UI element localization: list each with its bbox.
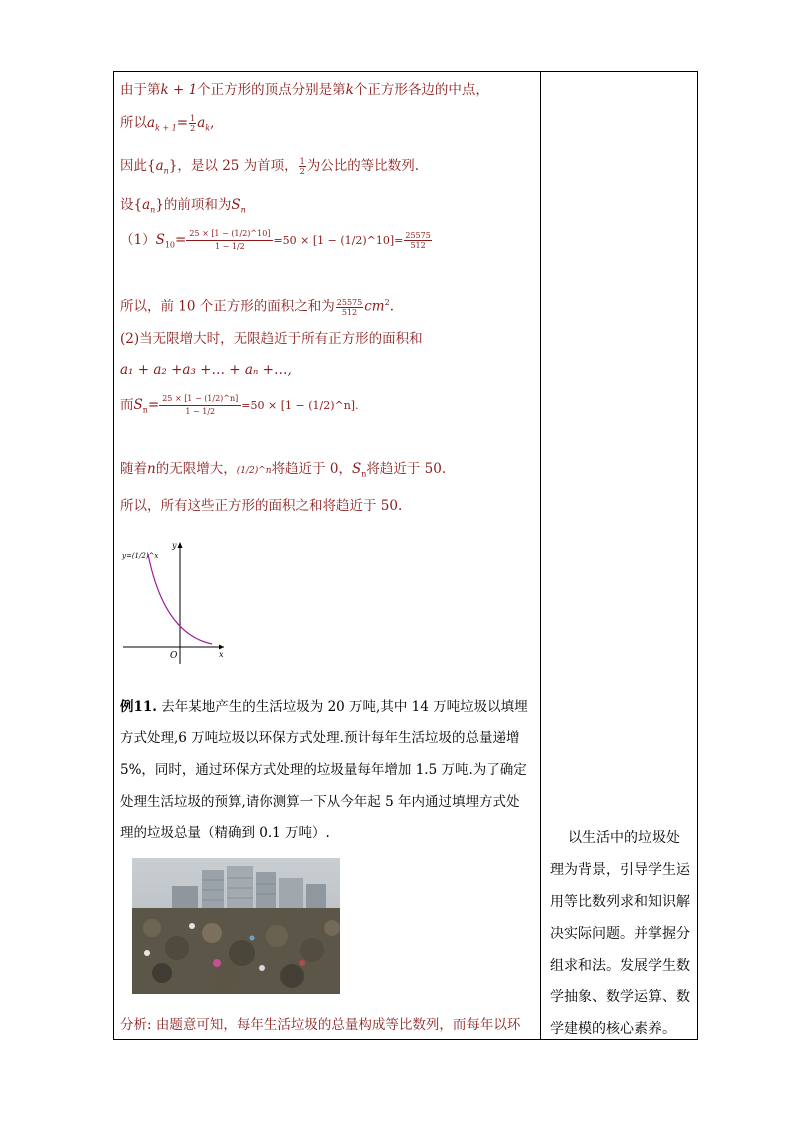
text-line-7: (2)当无限增大时，无限趋近于所有正方形的面积和: [120, 331, 423, 347]
power-half-n: (1/2)^n: [236, 466, 272, 476]
text-line-11: 所以，所有这些正方形的面积之和将趋近于 50.: [120, 498, 403, 514]
math-subscript: n: [361, 469, 367, 479]
text: 将趋近于 50.: [366, 461, 447, 477]
text: }，是以 25 为首项，: [168, 158, 298, 174]
fraction-sn: [159, 393, 241, 418]
math-S: S: [351, 461, 362, 477]
fraction-half: [299, 157, 306, 176]
math-k: k: [345, 82, 354, 98]
denominator: 1 − 1/2: [215, 242, 245, 251]
intent-line-4: 决实际问题。并掌握分: [550, 926, 690, 942]
numerator: 1: [190, 114, 196, 123]
text: 去年某地产生的生活垃圾为 20 万吨,其中 14 万吨垃圾以填埋: [157, 699, 528, 715]
math-a: a: [147, 115, 156, 131]
math-k-plus-1: k + 1: [160, 82, 198, 98]
text: 的无限增大，: [155, 461, 237, 477]
math-a: a: [142, 197, 151, 213]
text: 个正方形的顶点分别是第: [197, 82, 346, 98]
curve-label: y=(1/2)^x: [122, 552, 159, 560]
exponent: 2: [384, 298, 390, 307]
fraction-half: [189, 114, 196, 133]
formula-middle: =50 × [1 − (1/2)^10]=: [273, 234, 404, 247]
intent-line-7: 学建模的核心素养。: [550, 1021, 676, 1037]
analysis-line: 分析: 由题意可知，每年生活垃圾的总量构成等比数列，而每年以环: [120, 1017, 521, 1033]
text: 因此{: [120, 158, 156, 174]
y-axis-arrow: [178, 542, 183, 548]
intent-line-3: 用等比数列求和知识解: [550, 894, 690, 910]
origin-label: O: [170, 651, 178, 661]
x-axis-arrow: [219, 645, 224, 650]
text: 随着: [120, 461, 147, 477]
example-11-line-4: 处理生活垃圾的预算,请你测算一下从今年起 5 年内通过填埋方式处: [120, 794, 520, 810]
fraction-s10: [186, 228, 273, 253]
math-S: S: [155, 232, 165, 248]
item-label: （1）: [120, 232, 156, 248]
example-11-line-5: 理的垃圾总量（精确到 0.1 万吨）.: [120, 825, 330, 841]
text-line-6: [120, 294, 394, 317]
text: .: [389, 298, 394, 315]
garbage-landfill-photo: [132, 858, 340, 994]
numerator: 25 × [1 − (1/2)^10]: [186, 228, 273, 241]
text: 所以: [120, 115, 147, 131]
intent-line-6: 学抽象、数学运算、数: [550, 989, 690, 1005]
text: 为公比的等比数列.: [306, 158, 420, 174]
design-intent-column: [550, 72, 695, 1039]
fraction-area: [336, 298, 363, 317]
text-line-3: [120, 157, 419, 181]
example-11-line-2: 方式处理,6 万吨垃圾以环保方式处理.预计每年生活垃圾的总量递增: [120, 730, 520, 746]
example-label: 例11.: [120, 699, 157, 715]
landfill-image: [132, 858, 340, 994]
text: 由于第: [120, 82, 161, 98]
text: }的前项和为: [155, 197, 232, 213]
denominator: 2: [190, 124, 196, 133]
equals: =: [147, 397, 160, 413]
exponential-graph: [120, 534, 240, 669]
formula-middle: =50 × [1 − (1/2)^n].: [241, 399, 359, 412]
text: 而: [120, 397, 134, 413]
math-subscript: 10: [164, 240, 176, 250]
text-line-1: [120, 81, 489, 99]
example-11-line-1: [120, 698, 528, 716]
equals: =: [176, 115, 189, 131]
text: 个正方形各边的中点，: [353, 82, 489, 98]
numerator: 25 × [1 − (1/2)^n]: [159, 393, 241, 406]
text-line-10: [120, 460, 446, 484]
math-a: a: [155, 158, 164, 174]
numerator: 25575: [405, 231, 431, 240]
math-subscript: n: [142, 405, 148, 415]
intent-line-2: 理为背景，引导学生运: [550, 862, 690, 878]
y-axis-label: y: [172, 541, 177, 550]
fraction-result: [404, 231, 431, 250]
intent-line-1: 以生活中的垃圾处: [568, 830, 680, 846]
x-axis-label: x: [219, 650, 224, 659]
denominator: 2: [299, 167, 305, 176]
math-subscript: k + 1: [155, 123, 177, 133]
math-S: S: [133, 397, 143, 413]
intent-line-5: 组求和法。发展学生数: [550, 958, 690, 974]
math-subscript: k: [205, 123, 211, 133]
math-subscript: n: [150, 205, 156, 215]
numerator: 1: [299, 157, 305, 166]
text-line-2: [120, 114, 214, 138]
text: 所以，前 10 个正方形的面积之和为: [120, 298, 335, 315]
text: 设{: [120, 197, 143, 213]
math-a: a: [197, 115, 206, 131]
lesson-table: [113, 71, 698, 1040]
text: ,: [210, 115, 215, 131]
content-column: [120, 72, 534, 1039]
unit: cm: [364, 298, 385, 315]
text-line-4: [120, 196, 246, 220]
example-11-line-3: 5%，同时，通过环保方式处理的垃圾量每年增加 1.5 万吨.为了确定: [120, 762, 527, 778]
column-divider: [540, 72, 541, 1039]
series-sum: a₁ + a₂ +a₃ +… + aₙ +…,: [120, 362, 292, 378]
denominator: 512: [341, 307, 358, 317]
math-n: n: [147, 461, 156, 477]
numerator: 25575: [336, 297, 363, 307]
denominator: 1 − 1/2: [185, 407, 216, 416]
math-subscript: n: [163, 166, 169, 176]
math-S: S: [231, 197, 241, 213]
text: 将趋近于 0，: [271, 461, 352, 477]
formula-s10: [120, 228, 433, 255]
denominator: 512: [410, 241, 426, 250]
formula-sn: [120, 393, 359, 420]
equals: =: [175, 232, 187, 248]
math-subscript: n: [240, 205, 246, 215]
